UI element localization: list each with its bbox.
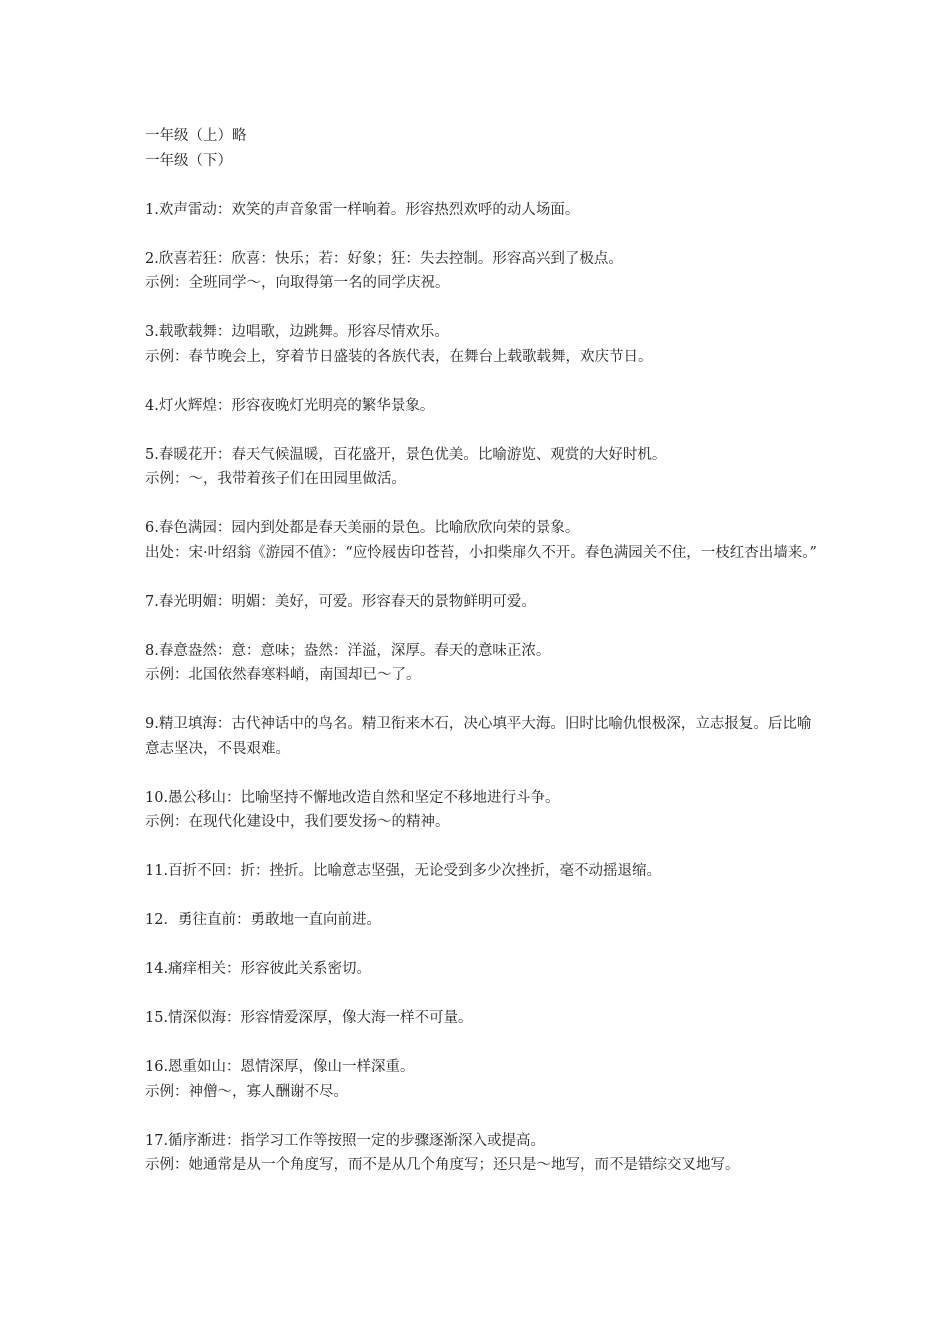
spacer	[145, 173, 817, 198]
spacer	[145, 1031, 817, 1056]
idiom-entry	[145, 1055, 817, 1104]
idiom-entry	[145, 786, 817, 835]
spacer	[145, 418, 817, 443]
spacer	[145, 222, 817, 247]
idiom-entry	[145, 516, 817, 565]
idiom-entry	[145, 247, 817, 296]
idiom-example: 出处：宋·叶绍翁《游园不值》：“应怜屐齿印苍苔，小扣柴扉久不开。春色满园关不住，一枝红杏出墙来。”	[145, 544, 817, 561]
spacer	[145, 933, 817, 958]
idiom-entry	[145, 443, 817, 492]
spacer	[145, 835, 817, 860]
spacer	[145, 614, 817, 639]
idiom-entry	[145, 712, 817, 761]
idiom-example: 示例：全班同学～，向取得第一名的同学庆祝。	[145, 275, 450, 291]
idiom-example: 示例：她通常是从一个角度写，而不是从几个角度写；还只是～地写，而不是错综交叉地写。	[145, 1157, 740, 1173]
idiom-example: 示例：神僧～，寡人酬谢不尽。	[145, 1083, 348, 1100]
idiom-example: 示例：春节晚会上，穿着节日盛装的各族代表，在舞台上载歌载舞，欢庆节日。	[145, 348, 653, 365]
idiom-entry	[145, 1129, 817, 1178]
spacer	[145, 492, 817, 517]
document-body	[145, 124, 817, 1178]
idiom-entry	[145, 908, 817, 933]
idiom-example: 示例：～，我带着孩子们在田园里做活。	[145, 471, 406, 487]
idiom-definition: 4.灯火辉煌：形容夜晚灯光明亮的繁华景象。	[145, 397, 435, 414]
spacer	[145, 296, 817, 321]
idiom-entry	[145, 394, 817, 419]
idiom-definition: 16.恩重如山：恩情深厚，像山一样深重。	[145, 1059, 415, 1075]
idiom-definition: 6.春色满园：园内到处都是春天美丽的景色。比喻欣欣向荣的景象。	[145, 520, 580, 536]
idiom-definition: 14.痛痒相关：形容彼此关系密切。	[145, 961, 372, 977]
idiom-definition: 9.精卫填海：古代神话中的鸟名。精卫衔来木石，决心填平大海。旧时比喻仇恨极深，立志报复。后比喻意志坚决，不畏艰难。	[145, 716, 812, 757]
spacer	[145, 1104, 817, 1129]
idiom-list	[145, 198, 817, 1178]
idiom-definition: 11.百折不回：折：挫折。比喻意志坚强，无论受到多少次挫折，毫不动摇退缩。	[145, 863, 662, 879]
idiom-definition: 1.欢声雷动：欢笑的声音象雷一样响着。形容热烈欢呼的动人场面。	[145, 201, 580, 218]
spacer	[145, 884, 817, 909]
idiom-entry	[145, 1006, 817, 1031]
spacer	[145, 565, 817, 590]
idiom-definition: 15.情深似海：形容情爱深厚，像大海一样不可量。	[145, 1010, 473, 1026]
idiom-entry	[145, 957, 817, 982]
idiom-definition: 8.春意盎然：意：意味；盎然：洋溢，深厚。春天的意味正浓。	[145, 642, 551, 659]
idiom-definition: 17.循序渐进：指学习工作等按照一定的步骤逐渐深入或提高。	[145, 1132, 546, 1149]
spacer	[145, 761, 817, 786]
idiom-example: 示例：在现代化建设中，我们要发扬～的精神。	[145, 814, 450, 830]
idiom-definition: 7.春光明媚：明媚：美好，可爱。形容春天的景物鲜明可爱。	[145, 593, 536, 610]
idiom-entry	[145, 590, 817, 615]
spacer	[145, 369, 817, 394]
grade-lower-heading: 一年级（下）	[145, 152, 232, 169]
spacer	[145, 688, 817, 713]
spacer	[145, 982, 817, 1007]
idiom-entry	[145, 320, 817, 369]
idiom-definition: 3.载歌载舞：边唱歌，边跳舞。形容尽情欢乐。	[145, 324, 449, 340]
grade-upper-heading: 一年级（上）略	[145, 128, 247, 144]
idiom-entry	[145, 859, 817, 884]
idiom-definition: 2.欣喜若狂：欣喜：快乐；若：好象；狂：失去控制。形容高兴到了极点。	[145, 250, 623, 267]
idiom-definition: 5.春暖花开：春天气候温暖，百花盛开，景色优美。比喻游览、观赏的大好时机。	[145, 446, 667, 463]
idiom-definition: 12．勇往直前：勇敢地一直向前进。	[145, 912, 381, 928]
idiom-definition: 10.愚公移山：比喻坚持不懈地改造自然和坚定不移地进行斗争。	[145, 789, 560, 806]
idiom-entry	[145, 639, 817, 688]
idiom-entry	[145, 198, 817, 223]
idiom-example: 示例：北国依然春寒料峭，南国却已～了。	[145, 667, 421, 683]
